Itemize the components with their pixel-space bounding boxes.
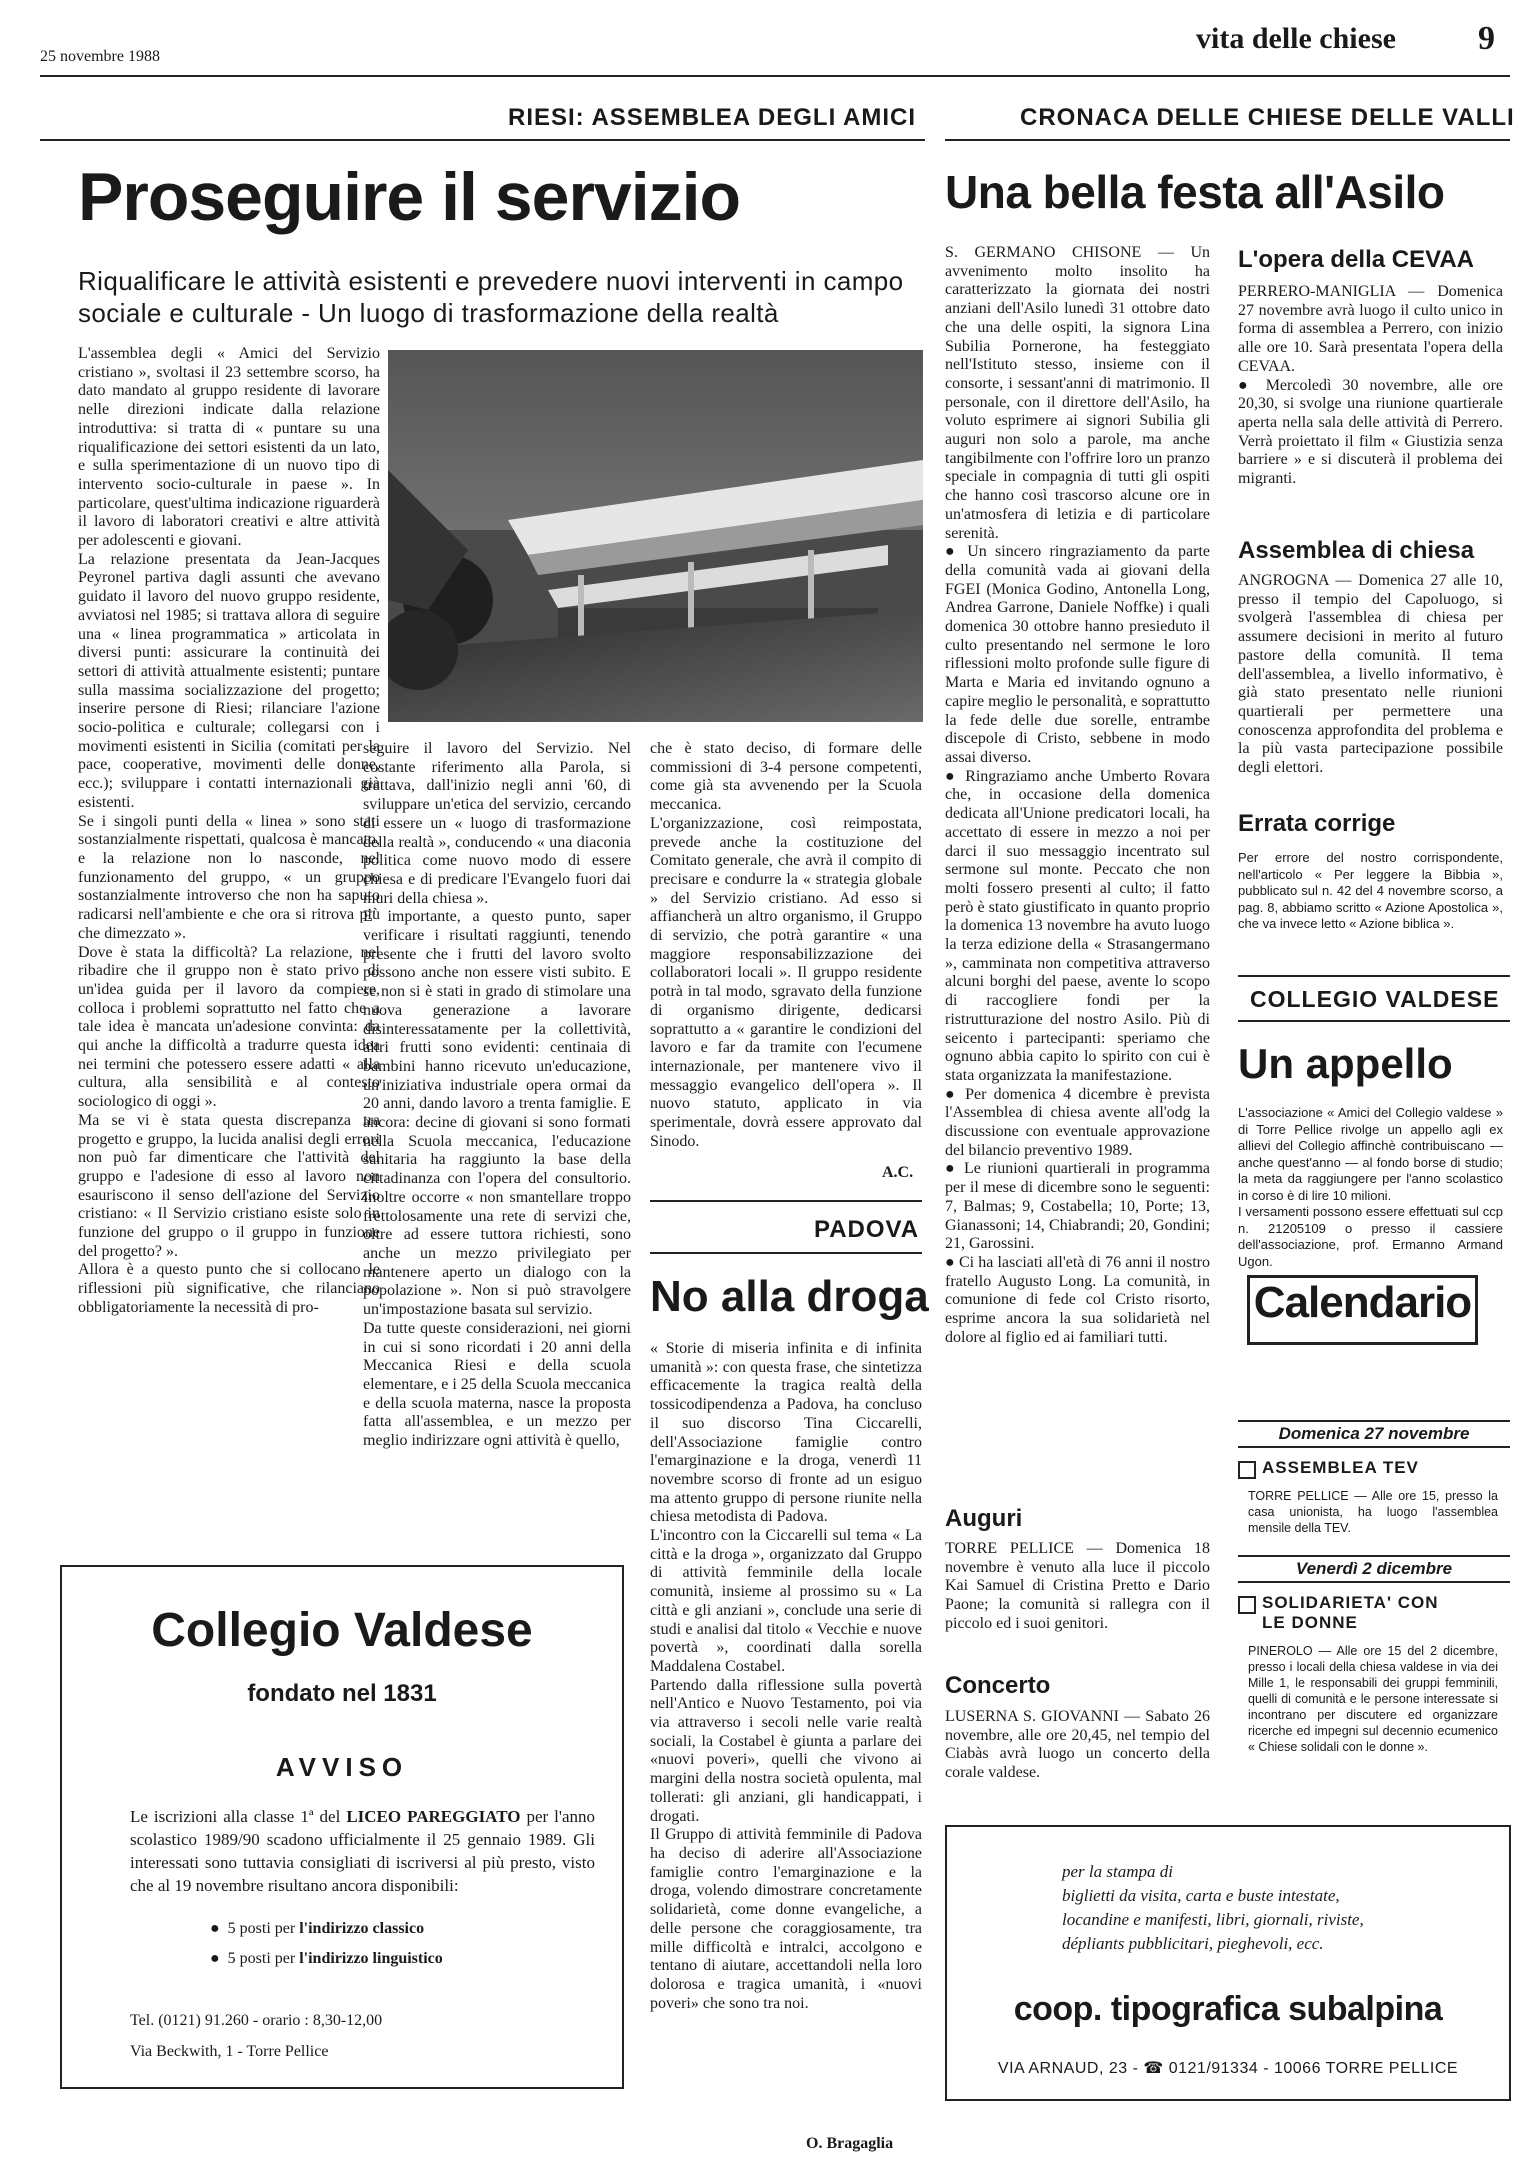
collegio-ad-address: Via Beckwith, 1 - Torre Pellice [130, 2043, 329, 2060]
article-col-1 [78, 345, 380, 1545]
padova-text [650, 1340, 922, 2100]
auguri-title: Auguri [945, 1505, 1023, 1532]
cevaa-text-body: PERRERO-MANIGLIA — Domenica 27 novembre avrà luogo il culto unico in forma di assemblea a Perrero, con inizio alle ore 10. Sarà presentata l'opera della CEVAA. ● Mercoledì 30 novembre, alle ore 20,30, si svolge una riunione quartierale aperta nella sala delle attività di Perrero. Verrà proiettato il film « Giustizia senza barriere » e si discuterà il problema dei migranti. [1238, 283, 1503, 488]
calendario-title: Calendario [1253, 1278, 1472, 1327]
tipografia-intro: per la stampa di biglietti da visita, carta e buste intestate, locandine e manifesti, libri, giornali, riviste, dépliants pubblicitari, pieghevoli, ecc. [1062, 1862, 1364, 1953]
auguri-text-body: TORRE PELLICE — Domenica 18 novembre è venuto alla luce il piccolo Kai Samuel di Cristina Pretto e Dario Paone; la comunità si rallegra con il piccolo ed i suoi genitori. [945, 1540, 1210, 1632]
concerto-text [945, 1708, 1210, 1803]
appello-text [1238, 1105, 1503, 1270]
cal-item-1-text: TORRE PELLICE — Alle ore 15, presso la casa unionista, ha luogo l'assemblea mensile della TEV. [1248, 1489, 1498, 1535]
collegio-ad-title: Collegio Valdese [151, 1604, 533, 1657]
padova-rule [650, 1252, 922, 1254]
collegio-ad-body-post: per l'anno scolastico 1989/90 scadono ufficialmente il 25 gennaio 1989. Gli interessati sono tuttavia consigliati di iscriversi al più presto, visto che al 19 novembre risultano ancora disponibili: [130, 1807, 596, 1895]
checkbox-icon [1238, 1596, 1256, 1614]
article-subtitle: Riqualificare le attività esistenti e prevedere nuovi interventi in campo sociale e culturale - Un luogo di trasformazione della realtà [78, 266, 904, 328]
cal-rule-2a [1238, 1555, 1510, 1557]
collegio-ad-item-1 [210, 1920, 424, 1938]
kicker-rule-right [945, 139, 1510, 141]
cal-item-2-title: SOLIDARIETA' CON LE DONNE [1262, 1593, 1439, 1632]
appello-title: Un appello [1238, 1040, 1453, 1087]
building-photo [388, 350, 923, 722]
cal-item-1-title: ASSEMBLEA TEV [1262, 1458, 1419, 1477]
section-title: vita delle chiese [1196, 22, 1396, 55]
collegio-rule-top [1238, 975, 1510, 977]
festa-title: Una bella festa all'Asilo [945, 166, 1445, 218]
cal-rule-2b [1238, 1581, 1510, 1583]
cevaa-text [1238, 283, 1503, 523]
item1-bold: l'indirizzo classico [299, 1920, 425, 1937]
page-date: 25 novembre 1988 [40, 48, 160, 65]
collegio-ad-avviso: AVVISO [275, 1752, 409, 1782]
collegio-ad-body [130, 1805, 595, 1897]
page-number: 9 [1478, 20, 1495, 57]
kicker-riesi: RIESI: ASSEMBLEA DEGLI AMICI [508, 104, 917, 131]
cal-rule-1a [1238, 1420, 1510, 1422]
assemblea-text-body: ANGROGNA — Domenica 27 alle 10, presso il tempio del Capoluogo, si svolgerà l'assemblea di chiesa per assumere decisioni in merito al futuro pastore della comunità. Il tema dell'assemblea, a livello informativo, è già stato presentato nelle riunioni quartierali per permettere una conoscenza approfondita del problema e la più vasta partecipazione possibile degli elettori. [1238, 572, 1503, 777]
bullet-icon: ● [210, 1950, 228, 1967]
article-col-2 [363, 740, 631, 1580]
errata-title: Errata corrige [1238, 810, 1396, 837]
article-col-3-text: che è stato deciso, di formare delle commissioni di 3-4 persone competenti, come già sta avvenendo per la Scuola meccanica. L'organizzazione, così reimpostata, prevede anche la costituzione del Comitato generale, che avrà il compito di precisare e condurre la « strategia globale » del Servizio cristiano. Ad esso si affiancherà un altro organismo, il Gruppo di servizio, che potrà garantire « una maggiore responsabilizzazione dei collaboratori locali ». Il gruppo residente potrà in tal modo, sgravato della funzione di organismo dirigente, dedicarsi soprattutto a « garantire le condizioni del lavoro e far da tramite con l'ecumene internazionale, per mantenere vivo il messaggio evangelico dell'opera ». Il nuovo statuto, applicato in via sperimentale, dovrà essere approvato dal Sinodo. [650, 740, 922, 1150]
collegio-ad-item-2 [210, 1950, 443, 1968]
cevaa-title: L'opera della CEVAA [1238, 246, 1474, 273]
errata-text: Per errore del nostro corrispondente, nell'articolo « Per leggere la Bibbia », pubblicato sul n. 42 del 4 novembre scorso, a pag. 8, abbiamo scritto « Azione Apostolica », che va invece letto « Azione biblica ». [1238, 850, 1503, 931]
appello-text-body: L'associazione « Amici del Collegio valdese » di Torre Pellice rivolge un appello agli ex allievi del Collegio affinchè contribuiscano — anche quest'anno — al fondo borse di studio; la meta da raggiungere per l'anno scolastico in corso è di lire 10 milioni. I versamenti possono essere effettuati sul ccp n. 21205109 o presso il cassiere dell'associazione, prof. Ermanno Armand Ugon. [1238, 1105, 1503, 1269]
header-rule [40, 75, 1510, 77]
concerto-title: Concerto [945, 1672, 1051, 1699]
cal-item-2-text: PINEROLO — Alle ore 15 del 2 dicembre, presso i locali della chiesa valdese in via dei Mille 1, le responsabili dei gruppi femminili, quelli di comunità e le persone interessate si incontrano per discutere ed organizzare ricerche ed impegni sul decennio ecumenico « Chiese solidali con le donne ». [1248, 1644, 1498, 1754]
cal-date-1: Domenica 27 novembre [1278, 1424, 1470, 1443]
tipografia-address: VIA ARNAUD, 23 - ☎ 0121/91334 - 10066 TORRE PELLICE [997, 2060, 1459, 2077]
bullet-icon: ● [210, 1920, 228, 1937]
assemblea-title: Assemblea di chiesa [1238, 537, 1475, 564]
article-col-2-text: seguire il lavoro del Servizio. Nel costante riferimento alla Parola, si trattava, dall'inizio negli anni '60, di sviluppare un'etica del servizio, cercando di essere un « luogo di trasformazione della realtà », conducendo « una diaconia politica come nuovo modo di essere chiesa e di predicare l'Evangelo fuori dai muri della chiesa ». E' importante, a questo punto, saper verificare i risultati raggiunti, tenendo presente che i frutti del lavoro svolto possono anche non essere visti subito. E se non si è stati in grado di stimolare una nuova generazione a lavorare disinteressatamente per la collettività, altri frutti sono evidenti: centinaia di bambini hanno ricevuto un'educazione, un'iniziativa industriale opera ormai da 20 anni, dando lavoro a trenta famiglie. E ancora: decine di giovani si sono formati nella Scuola meccanica, l'educazione sanitaria ha raggiunto la base della cittadinanza con l'opera del consultorio. Inoltre occorre « non smantellare troppo frettolosamente una rete di servizi che, oltre ad essere tuttora richiesti, sono anche un mezzo privilegiato per mantenere aperto un dialogo con la popolazione ». Non si può stravolgere un'impostazione basata sul servizio. Da tutte queste considerazioni, nei giorni in cui si sono ricordati i 20 anni della Meccanica Riesi e della scuola elementare, e i 25 della Scuola meccanica e della scuola materna, nasce la proposta fatta all'assemblea, e un mezzo per meglio indirizzare ogni attività è quello, [363, 740, 631, 1450]
cal-date-2: Venerdì 2 dicembre [1295, 1559, 1453, 1578]
collegio-ad-subtitle: fondato nel 1831 [247, 1680, 437, 1707]
padova-title: No alla droga [650, 1272, 929, 1321]
cal-rule-1b [1238, 1446, 1510, 1448]
item2-pre: 5 posti per [227, 1950, 300, 1967]
collegio-ad-tel: Tel. (0121) 91.260 - orario : 8,30-12,00 [130, 2012, 383, 2029]
item1-pre: 5 posti per [227, 1920, 300, 1937]
article-signature: A.C. [882, 1164, 914, 1181]
kicker-rule-left [40, 139, 925, 141]
collegio-ad-body-pre: Le iscrizioni alla classe 1ª del [130, 1807, 347, 1826]
collegio-rule [1238, 1020, 1510, 1022]
padova-rule-top [650, 1200, 922, 1202]
article-col-1-text: L'assemblea degli « Amici del Servizio cristiano », svoltasi il 23 settembre scorso, ha dato mandato al gruppo residente di lavorare nelle direzioni indicate dalla relazione introduttiva: si tratta di « puntare su una riqualificazione dei settori esistenti da un lato, e sulla sperimentazione di un nuovo tipo di intervento socio-culturale in paese ». In particolare, quest'ultima indicazione riguarderà il lavoro di laboratori creativi e altre attività per adolescenti e giovani. La relazione presentata da Jean-Jacques Peyronel partiva dagli assunti che avevano guidato il lavoro del nuovo gruppo residente, avviatosi nel 1985; si trattava allora di seguire una « linea programmatica » articolata in diversi punti: assicurare la continuità dei settori di attività attualmente esistenti; puntare sulla massima socializzazione del progetto; inserire persone di Riesi; rilanciare l'azione socio-politica e culturale; collegarsi con i movimenti esistenti in Sicilia (comitati per la pace, cooperative, movimenti delle donne, ecc.); sviluppare i contatti internazionali già esistenti. Se i singoli punti della « linea » sono stati sostanzialmente rispettati, qualcosa è mancato, e la relazione non lo nasconde, nel funzionamento del gruppo, « un gruppo sostanzialmente introverso che non ha saputo radicarsi nell'ambiente e che ora si ritrova più che dimezzato ». Dove è stata la difficoltà? La relazione, nel ribadire che il gruppo non è stato privo di un'idea guida per il lavoro da compiere, colloca i problemi soprattutto nel fatto che a tale idea è mancata un'adesione convinta: da qui anche la difficoltà a tradurre questa idea nei termini che potessero essere adatti « alla cultura, alla sensibilità e al contesto sociologico di oggi ». Ma se vi è stata questa discrepanza tra progetto e gruppo, la lucida analisi degli errori non può far dimenticare che l'attività del gruppo e l'adesione di esso al lavoro non esauriscono il senso dell'azione del Servizio cristiano: « Il Servizio cristiano esiste solo in funzione del gruppo o il gruppo in funzione del progetto? ». Allora è a questo punto che si collocano le riflessioni più significative, che rilanciano obbligatoriamente la necessità di pro- [78, 345, 380, 1316]
padova-signature: O. Bragaglia [806, 2135, 894, 2152]
kicker-cronaca: CRONACA DELLE CHIESE DELLE VALLI [1020, 104, 1515, 131]
festa-text-body: S. GERMANO CHISONE — Un avvenimento molto insolito ha caratterizzato la giornata dei nostri anziani dell'Asilo lunedì 31 ottobre dato che una delle ospiti, la signora Lina Subilia Pornerone, ha festeggiato nell'Istituto stesso, insieme con il consorte, i sessant'anni di matrimonio. Il personale, con il direttore dell'Asilo, ha voluto esprimere ai signori Subilia gli auguri non solo a parole, ma anche tangibilmente con l'offrire loro un pranzo speciale in compagnia di tutti gli ospiti che hanno così trascorso alcune ore in un'atmosfera di letizia e di particolare serenità. ● Un sincero ringraziamento da parte della comunità vada ai giovani della FGEI (Monica Godino, Antonella Long, Andrea Garrone, Daniele Noffke) i quali domenica 30 ottobre hanno presieduto il culto presentando nel sermone le loro riflessioni molto profonde sulle figure di Marta e Maria ed invitando ognuno a capire meglio le personalità, e soprattutto la fede delle due sorelle, entrambe discepole di Cristo, sebbene in modo assai diverso. ● Ringraziamo anche Umberto Rovara che, in occasione della domenica dedicata all'Unione predicatori locali, ha accettato di essere in mezzo a noi per darci il suo messaggio incentrato sul sermone sul monte. Peccato che non molti fossero presenti al culto; il fatto però è stato giustificato in quanto proprio la domenica 13 novembre ha avuto luogo la terza edizione della « Strasangermano », camminata non competitiva attraverso alcuni borghi del paese, avente lo scopo di raccogliere fondi per la ristrutturazione del nostro Asilo. Più di seicento i partecipanti: speriamo che ognuno abbia capito lo spirito con cui è stata organizzata la manifestazione. ● Per domenica 4 dicembre è prevista l'Assemblea di chiesa avente all'odg la discussione con eventuale approvazione del bilancio preventivo 1989. ● Le riunioni quartierali in programma per il mese di dicembre sono le seguenti: 7, Balmas; 9, Costabella; 10, Porte; 13, Gianassoni; 14, Chiabrandi; 20, Gondini; 21, Garossini. ● Ci ha lasciati all'età di 76 anni il nostro fratello Augusto Long. La comunità, in comunione di fede col Cristo risorto, esprime ancora la sua solidarietà nel dolore al figlio ed ai familiari tutti. [945, 244, 1210, 1346]
kicker-padova: PADOVA [814, 1216, 920, 1243]
collegio-ad-body-bold: LICEO PAREGGIATO [346, 1807, 521, 1826]
tipografia-name: coop. tipografica subalpina [1013, 1990, 1443, 2028]
festa-text [945, 244, 1210, 1464]
article-col-3 [650, 740, 922, 1180]
auguri-text [945, 1540, 1210, 1655]
concerto-text-body: LUSERNA S. GIOVANNI — Sabato 26 novembre, alle ore 20,45, nel tempio del Ciabàs avrà luogo un concerto della corale valdese. [945, 1708, 1210, 1782]
padova-text-body: « Storie di miseria infinita e di infinita umanità »: con questa frase, che sintetizza efficacemente la tragica realtà della tossicodipendenza a Padova, ha concluso il suo discorso Tina Ciccarelli, dell'Associazione famiglie contro l'emarginazione e la droga, venerdì 11 novembre scorso di fronte ad un esiguo ma attento gruppo di persone riunite nella chiesa metodista di Padova. L'incontro con la Ciccarelli sul tema « La città e la droga », organizzato dal Gruppo di attività femminile della locale comunità, insieme al prossimo su « La città e gli anziani », conclude una serie di studi e analisi dal titolo « Vecchie e nuove povertà », coordinati dalla sorella Maddalena Costabel. Partendo dalla riflessione sulla povertà nell'Antico e Nuovo Testamento, poi via via attraverso i secoli nelle varie realtà sociali, la Costabel è giunta a parlare dei «nuovi poveri», quelli che vivono ai margini della nostra società opulenta, mal tollerati: gli anziani, gli handicappati, i drogati. Il Gruppo di attività femminile di Padova ha deciso di aderire all'Associazione famiglie contro l'emarginazione e la droga, volendo dimostrare concretamente solidarietà, come donne evangeliche, a delle persone che coraggiosamente, tra mille difficoltà e intralci, accolgono e tentano di aiutare, accettandoli nella loro dolorosa e tragica umanità, i «nuovi poveri» che sono tra noi. [650, 1340, 922, 2012]
kicker-collegio: COLLEGIO VALDESE [1250, 986, 1500, 1012]
item2-bold: l'indirizzo linguistico [299, 1950, 443, 1967]
assemblea-text [1238, 572, 1503, 782]
article-title: Proseguire il servizio [78, 159, 741, 235]
checkbox-icon [1238, 1461, 1256, 1479]
